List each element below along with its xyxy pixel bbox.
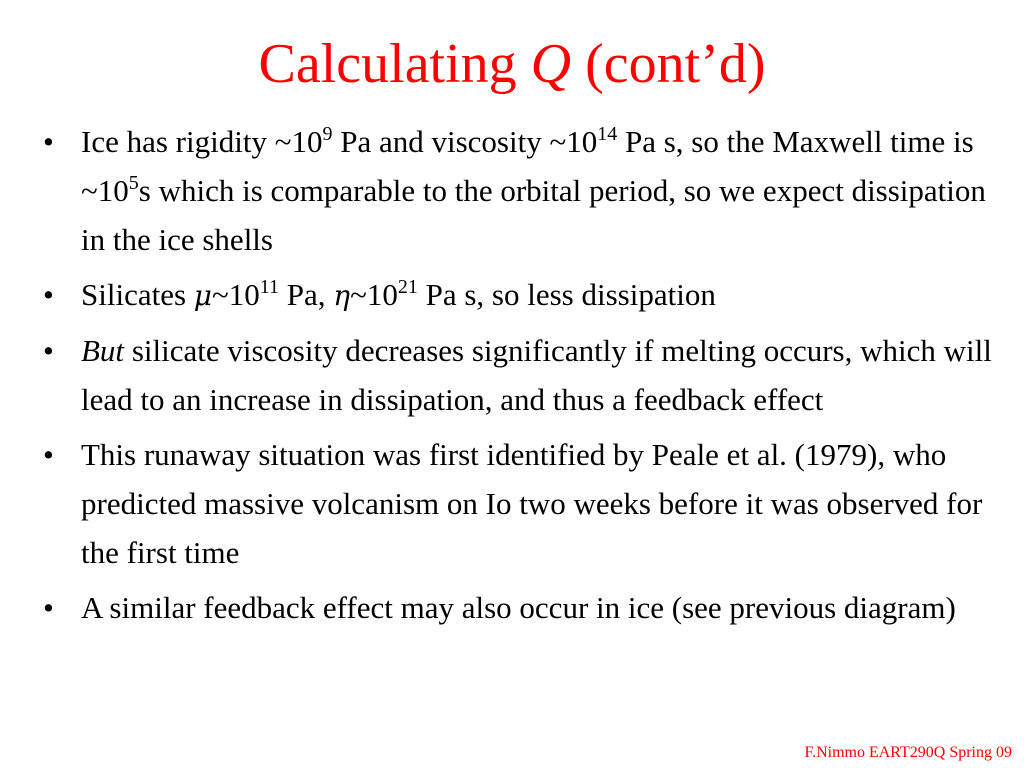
emphasis-text: But [81, 333, 125, 368]
exponent: 9 [322, 123, 333, 145]
bullet-dot-icon: • [43, 437, 54, 472]
bullet-ice-rigidity [40, 117, 1000, 264]
eta-symbol: η [333, 279, 351, 312]
footer-credit: F.Nimmo EART290Q Spring 09 [804, 744, 1012, 761]
bullet-text: ~10 [212, 277, 260, 312]
bullet-dot-icon: • [43, 590, 54, 625]
exponent: 11 [259, 276, 280, 298]
title-suffix: (cont’d) [571, 33, 766, 95]
bullet-text: This runaway situation was first identified by Peale et al. (1979), who predicted massive volcanism on Io two weeks before it was observed for the first time [81, 437, 983, 570]
bullet-text: Pa and viscosity ~10 [332, 124, 598, 159]
bullet-text: silicate viscosity decreases significantly if melting occurs, which will lead to an increase in dissipation, and thus a feedback effect [81, 333, 992, 417]
mu-symbol: μ [193, 279, 212, 312]
exponent: 5 [128, 172, 139, 194]
exponent: 14 [597, 123, 618, 145]
bullet-text: A similar feedback effect may also occur in ice (see previous diagram) [81, 590, 956, 625]
bullet-runaway-situation [40, 430, 1000, 577]
bullet-text: Pa s, so the Maxwell time is ~10 [81, 124, 974, 208]
exponent: 21 [397, 276, 418, 298]
bullet-silicates [40, 270, 1000, 320]
bullet-text: ~10 [350, 277, 398, 312]
bullet-text: Silicates [81, 277, 194, 312]
bullet-dot-icon: • [43, 333, 54, 368]
title-prefix: Calculating [258, 33, 531, 95]
bullet-text: s which is comparable to the orbital period, so we expect dissipation in the ice shells [81, 173, 986, 257]
title-symbol-q: Q [530, 33, 572, 95]
bullet-text: Ice has rigidity ~10 [81, 124, 323, 159]
bullet-list [40, 117, 1000, 638]
bullet-silicate-viscosity [40, 326, 1000, 424]
bullet-dot-icon: • [43, 124, 54, 159]
bullet-text: Pa, [279, 277, 334, 312]
bullet-ice-feedback [40, 583, 1000, 632]
bullet-text: Pa s, so less dissipation [417, 277, 716, 312]
bullet-dot-icon: • [43, 277, 54, 312]
slide-title [0, 30, 1024, 98]
